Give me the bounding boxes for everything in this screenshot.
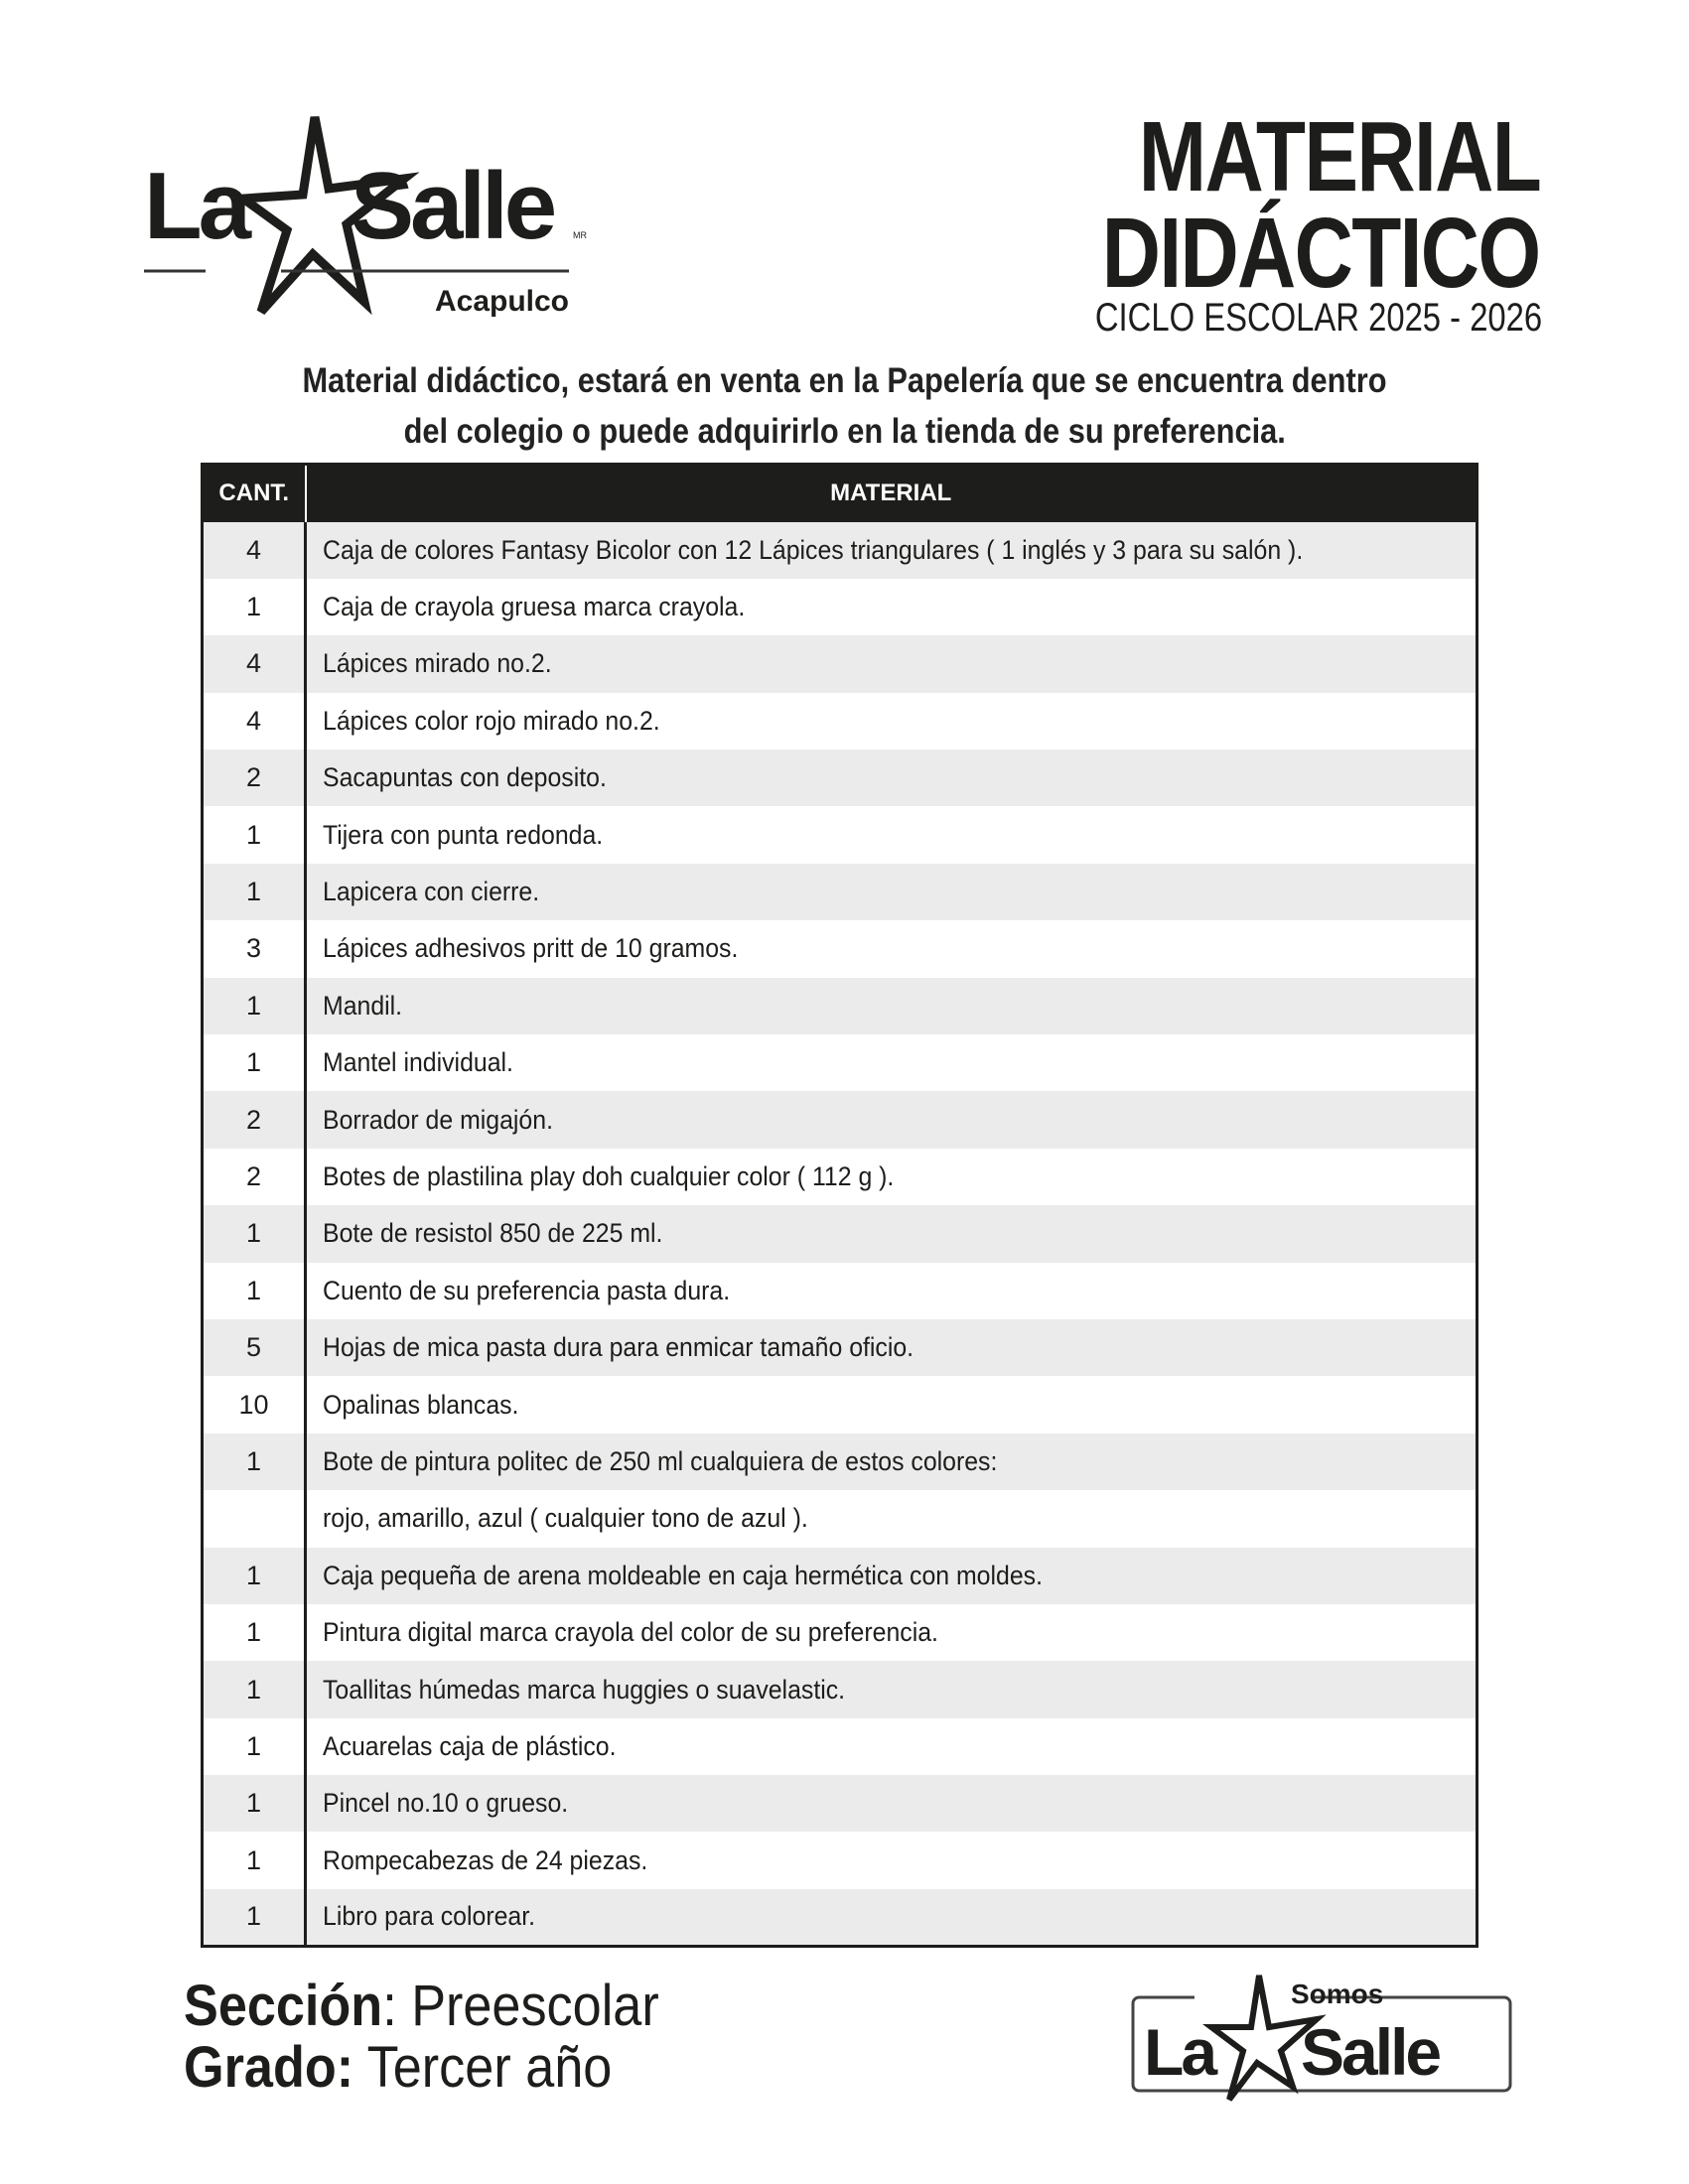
intro-text	[0, 355, 1689, 457]
table-row	[203, 1718, 1478, 1775]
material-text: Botes de plastilina play doh cualquier color ( 112 g ).	[323, 1160, 895, 1191]
material-text: Mandil.	[323, 990, 403, 1021]
table-row	[203, 1263, 1478, 1319]
material-cell	[306, 1205, 1478, 1262]
material-cell	[306, 1490, 1478, 1547]
material-cell	[306, 750, 1478, 806]
table-row	[203, 1376, 1478, 1433]
intro-line-2: del colegio o puede adquirirlo en la tienda de su preferencia.	[403, 412, 1286, 451]
material-cell	[306, 1889, 1478, 1946]
table-row	[203, 1548, 1478, 1604]
material-text: Bote de resistol 850 de 225 ml.	[323, 1218, 663, 1249]
material-text: Tijera con punta redonda.	[323, 819, 604, 850]
material-text: Caja de colores Fantasy Bicolor con 12 Lápices triangulares ( 1 inglés y 3 para su salón ).	[323, 534, 1304, 565]
somos-la-salle-logo	[1132, 1976, 1509, 2100]
svg-text:Salle: Salle	[1301, 2015, 1440, 2089]
material-cell	[306, 1661, 1478, 1717]
qty-cell: 1	[203, 806, 306, 863]
material-text: Rompecabezas de 24 piezas.	[323, 1844, 648, 1875]
qty-cell: 1	[203, 1775, 306, 1832]
material-text: Lápices adhesivos pritt de 10 gramos.	[323, 933, 739, 964]
material-cell	[306, 579, 1478, 635]
table-row	[203, 1091, 1478, 1148]
qty-cell: 2	[203, 1091, 306, 1148]
material-cell	[306, 1149, 1478, 1205]
material-cell	[306, 1319, 1478, 1376]
qty-header: CANT.	[203, 465, 306, 522]
material-text: Libro para colorear.	[323, 1901, 536, 1932]
material-text: Opalinas blancas.	[323, 1389, 519, 1420]
material-cell	[306, 1091, 1478, 1148]
material-text: Lápices mirado no.2.	[323, 648, 552, 679]
material-cell	[306, 1263, 1478, 1319]
material-text: Acuarelas caja de plástico.	[323, 1730, 617, 1761]
svg-text:La: La	[144, 153, 248, 259]
materials-table	[201, 463, 1478, 1948]
material-cell	[306, 1433, 1478, 1490]
material-cell	[306, 806, 1478, 863]
intro-line-1: Material didáctico, estará en venta en la Papelería que se encuentra dentro	[302, 361, 1387, 400]
svg-text:La: La	[1144, 2015, 1215, 2089]
section-grade	[184, 1976, 712, 2099]
material-text: Lápices color rojo mirado no.2.	[323, 705, 660, 736]
material-cell	[306, 1034, 1478, 1091]
qty-cell: 4	[203, 635, 306, 692]
school-cycle: CICLO ESCOLAR 2025 - 2026	[1094, 296, 1542, 340]
la-salle-acapulco-logo	[144, 117, 587, 326]
material-cell	[306, 1604, 1478, 1661]
material-cell	[306, 1718, 1478, 1775]
material-text: Cuento de su preferencia pasta dura.	[323, 1275, 731, 1305]
qty-cell: 1	[203, 579, 306, 635]
material-cell	[306, 1376, 1478, 1433]
material-text: Lapicera con cierre.	[323, 877, 540, 907]
material-text: Mantel individual.	[323, 1047, 513, 1078]
material-text: Caja pequeña de arena moldeable en caja hermética con moldes.	[323, 1560, 1043, 1590]
qty-cell: 1	[203, 1718, 306, 1775]
title-line-1: MATERIAL	[1138, 101, 1540, 212]
qty-cell: 10	[203, 1376, 306, 1433]
grade-label: Grado:	[184, 2035, 354, 2100]
material-cell	[306, 1548, 1478, 1604]
section-value: : Preescolar	[382, 1974, 659, 2038]
material-text: Bote de pintura politec de 250 ml cualquiera de estos colores:	[323, 1445, 998, 1476]
svg-text:Salle: Salle	[351, 153, 554, 259]
material-text: Toallitas húmedas marca huggies o suavelastic.	[323, 1674, 846, 1705]
qty-cell: 1	[203, 1604, 306, 1661]
material-cell	[306, 522, 1478, 579]
qty-cell: 1	[203, 978, 306, 1034]
table-row	[203, 1889, 1478, 1946]
material-cell	[306, 635, 1478, 692]
qty-cell: 4	[203, 693, 306, 750]
table-row	[203, 920, 1478, 977]
material-text: Hojas de mica pasta dura para enmicar tamaño oficio.	[323, 1332, 915, 1363]
material-cell	[306, 978, 1478, 1034]
table-header	[203, 465, 1478, 522]
material-cell	[306, 693, 1478, 750]
table-row	[203, 1775, 1478, 1832]
material-text: Borrador de migajón.	[323, 1104, 553, 1135]
table-row	[203, 1205, 1478, 1262]
material-cell	[306, 1775, 1478, 1832]
material-text: Caja de crayola gruesa marca crayola.	[323, 592, 746, 622]
qty-cell: 1	[203, 1889, 306, 1946]
material-cell	[306, 1832, 1478, 1888]
grade-value: Tercer año	[353, 2035, 613, 2100]
table-row	[203, 1490, 1478, 1547]
qty-cell: 4	[203, 522, 306, 579]
section-label: Sección	[184, 1974, 383, 2038]
table-row	[203, 693, 1478, 750]
svg-text:MR: MR	[573, 230, 587, 240]
table-row	[203, 635, 1478, 692]
table-row	[203, 1149, 1478, 1205]
grade-line	[184, 2037, 659, 2099]
table-row	[203, 579, 1478, 635]
qty-cell: 2	[203, 750, 306, 806]
material-text: Pintura digital marca crayola del color de su preferencia.	[323, 1617, 938, 1648]
material-text: rojo, amarillo, azul ( cualquier tono de azul ).	[323, 1503, 808, 1534]
section-line	[184, 1976, 659, 2037]
table-row	[203, 864, 1478, 920]
qty-cell: 1	[203, 1205, 306, 1262]
title-line-2: DIDÁCTICO	[1102, 198, 1540, 309]
table-row	[203, 1319, 1478, 1376]
qty-cell: 1	[203, 1661, 306, 1717]
table-row	[203, 1433, 1478, 1490]
svg-text:Somos: Somos	[1291, 1979, 1384, 2009]
material-text: Sacapuntas con deposito.	[323, 762, 607, 793]
qty-cell: 1	[203, 1433, 306, 1490]
qty-cell: 1	[203, 1034, 306, 1091]
material-cell	[306, 864, 1478, 920]
qty-cell: 1	[203, 1263, 306, 1319]
material-cell	[306, 920, 1478, 977]
qty-cell: 1	[203, 1832, 306, 1888]
table-row	[203, 1034, 1478, 1091]
qty-cell: 3	[203, 920, 306, 977]
table-row	[203, 1661, 1478, 1717]
qty-cell: 1	[203, 864, 306, 920]
qty-cell: 5	[203, 1319, 306, 1376]
qty-cell: 1	[203, 1548, 306, 1604]
qty-cell	[203, 1490, 306, 1547]
svg-text:Acapulco: Acapulco	[434, 285, 569, 318]
material-text: Pincel no.10 o grueso.	[323, 1788, 569, 1819]
qty-cell: 2	[203, 1149, 306, 1205]
material-header: MATERIAL	[306, 465, 1478, 522]
table-row	[203, 750, 1478, 806]
table-row	[203, 978, 1478, 1034]
table-row	[203, 522, 1478, 579]
table-row	[203, 806, 1478, 863]
table-row	[203, 1832, 1478, 1888]
table-row	[203, 1604, 1478, 1661]
